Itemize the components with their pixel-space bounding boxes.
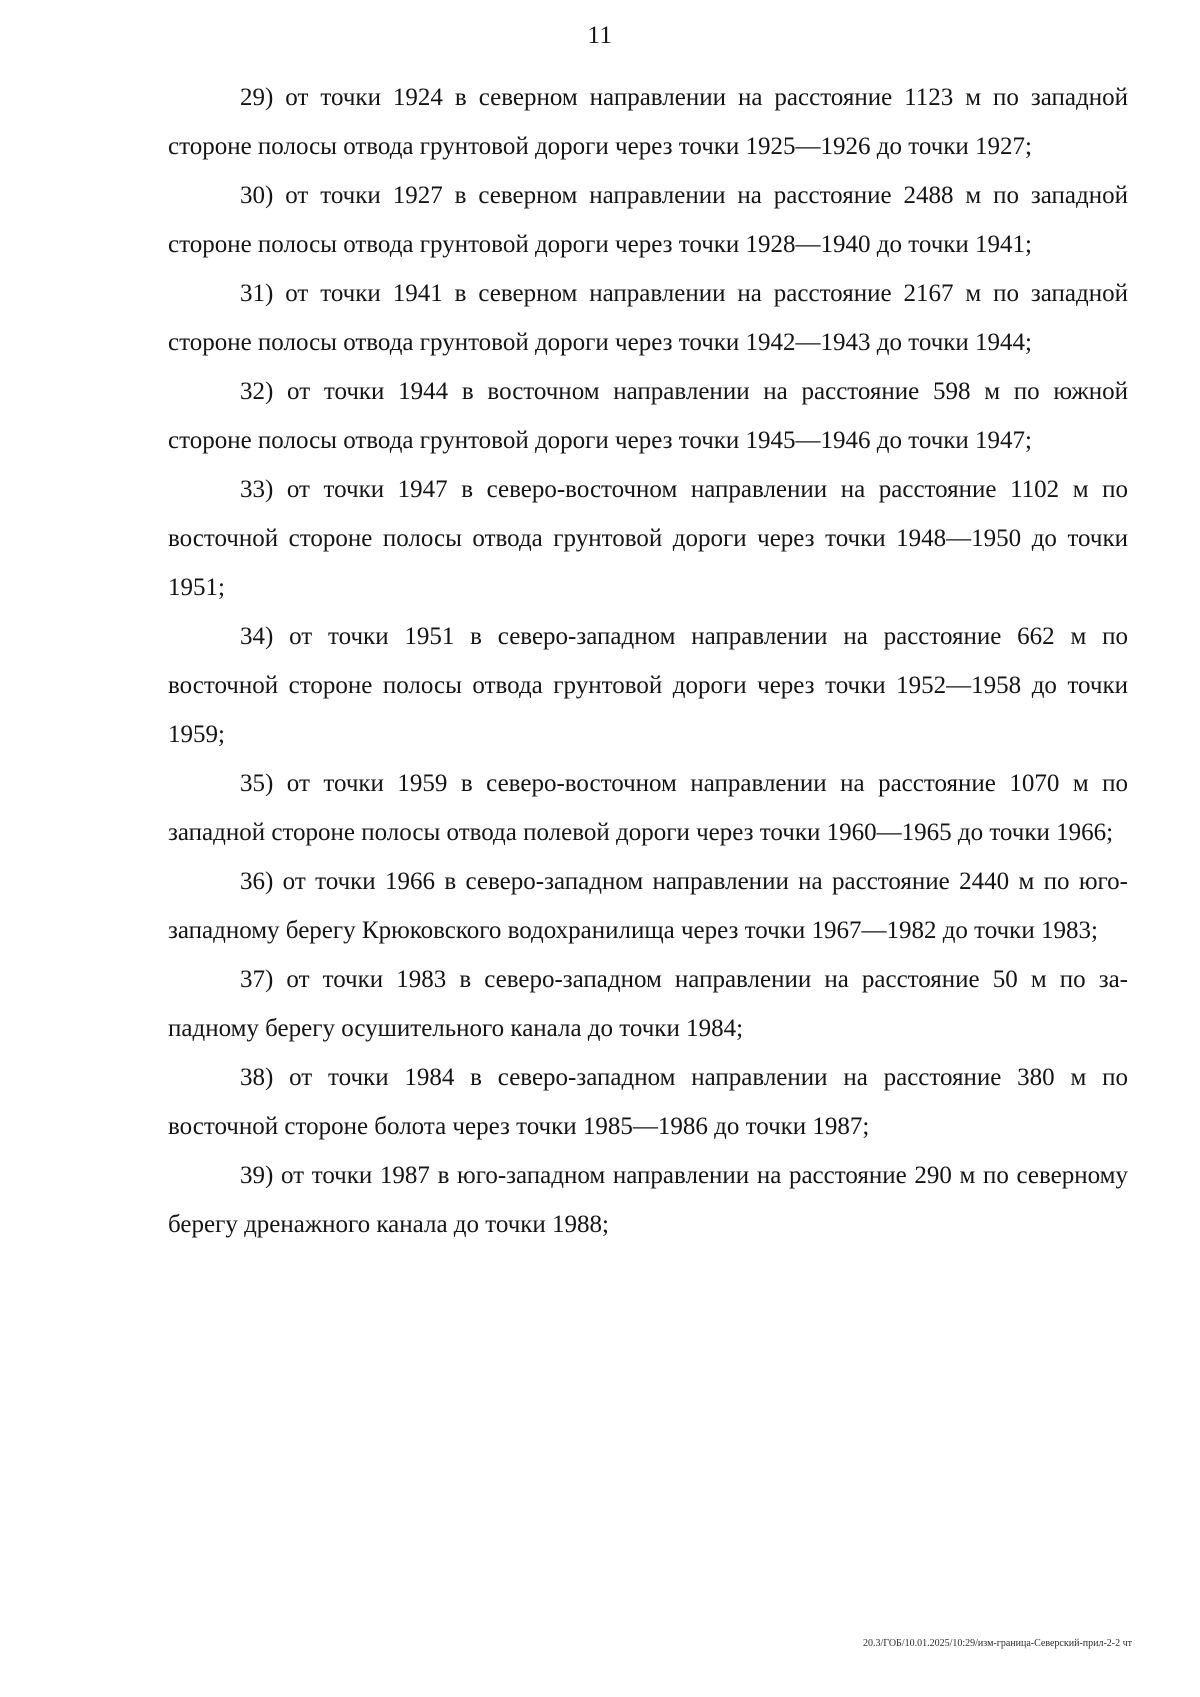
- clause-35: 35) от точки 1959 в северо-восточном направлении на расстояние 1070 м по западной стороне полосы отвода полевой дороги через точки 1960—1965 до точки 1966;: [168, 770, 1128, 846]
- document-footer-code: 20.3/ГОБ/10.01.2025/10:29/изм-граница-Северский-прил-2-2 чт: [863, 1638, 1132, 1649]
- clause-37: 37) от точки 1983 в северо-западном направлении на расстояние 50 м по западному берегу осушительного канала до точки 1984;: [168, 966, 1128, 1042]
- clause-31: 31) от точки 1941 в северном направлении на расстояние 2167 м по западной стороне полосы отвода грунтовой дороги через точки 1942—1943 до точки 1944;: [168, 280, 1128, 356]
- clause-32: 32) от точки 1944 в восточном направлении на расстояние 598 м по южной стороне полосы отвода грунтовой дороги через точки 1945—1946 до точки 1947;: [168, 378, 1128, 454]
- clause-38: 38) от точки 1984 в северо-западном направлении на расстояние 380 м по восточной стороне болота через точки 1985—1986 до точки 1987;: [168, 1064, 1128, 1140]
- page-number: 11: [587, 22, 613, 49]
- clause-30: 30) от точки 1927 в северном направлении на расстояние 2488 м по западной стороне полосы отвода грунтовой дороги через точки 1928—1940 до точки 1941;: [168, 182, 1128, 258]
- clause-36: 36) от точки 1966 в северо-западном направлении на расстояние 2440 м по юго-западному берегу Крюковского водохранилища через точки 1967—1982 до точки 1983;: [168, 868, 1128, 944]
- clause-34: 34) от точки 1951 в северо-западном направлении на расстояние 662 м по восточной стороне полосы отвода грунтовой дороги через точки 1952—1958 до точки 1959;: [168, 623, 1128, 748]
- clause-29: 29) от точки 1924 в северном направлении на расстояние 1123 м по западной стороне полосы отвода грунтовой дороги через точки 1925—1926 до точки 1927;: [168, 84, 1128, 160]
- clause-39: 39) от точки 1987 в юго-западном направлении на расстояние 290 м по северному берегу дренажного канала до точки 1988;: [168, 1162, 1128, 1238]
- clause-33: 33) от точки 1947 в северо-восточном направлении на расстояние 1102 м по восточной стороне полосы отвода грунтовой дороги через точки 1948—1950 до точки 1951;: [168, 476, 1128, 601]
- document-body: [168, 73, 1128, 1249]
